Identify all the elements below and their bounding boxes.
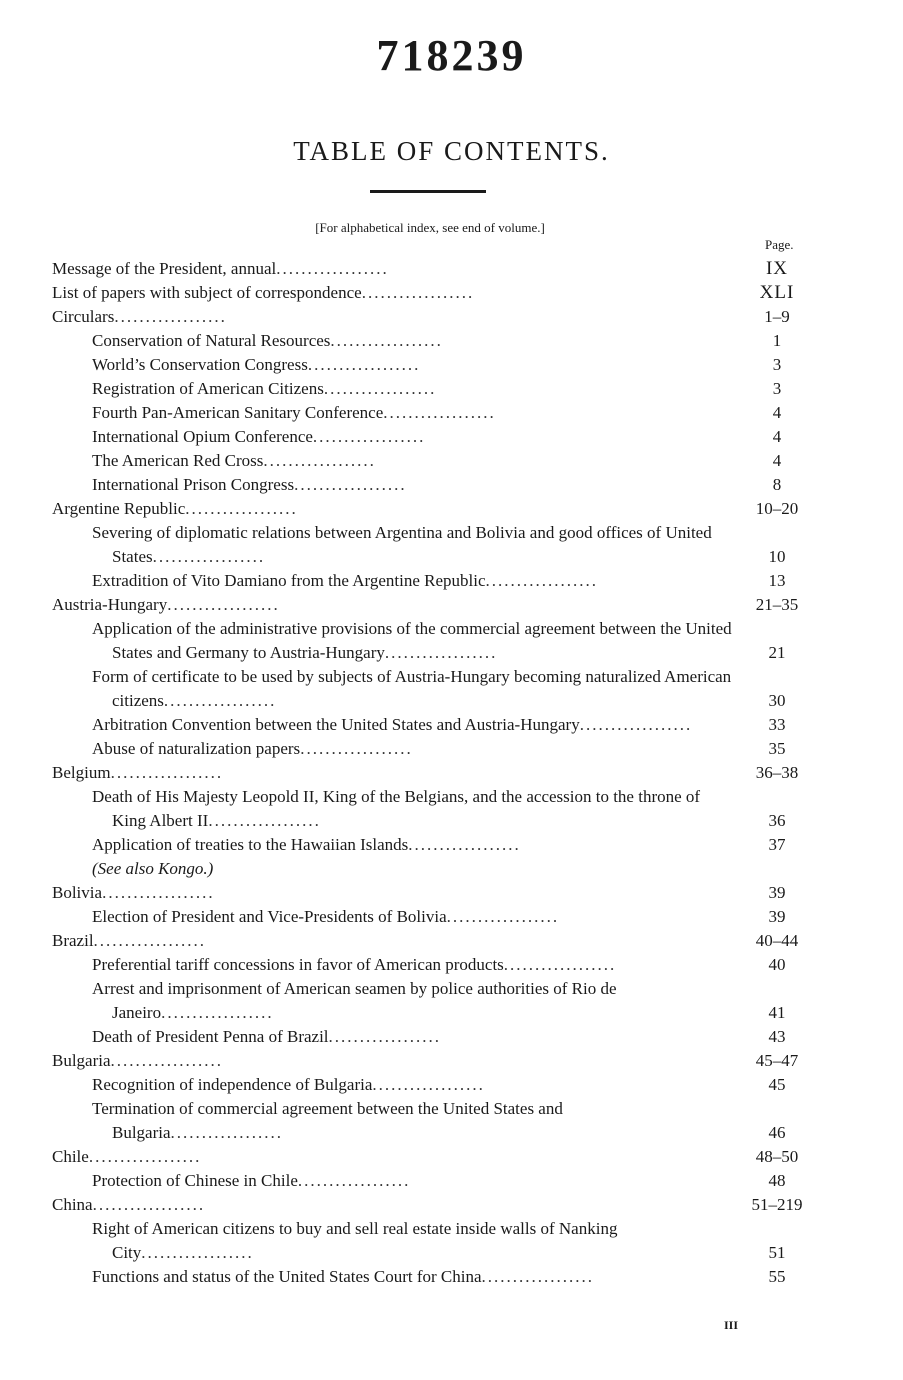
leader-dots: .................. — [330, 331, 443, 350]
toc-entry-title: China.................. — [52, 1195, 206, 1214]
leader-dots: .................. — [323, 379, 437, 398]
toc-entry-title: Message of the President, annual.................. — [52, 259, 389, 278]
toc-entry-page: 48–50 — [755, 1147, 799, 1166]
toc-subentry — [52, 569, 814, 593]
toc-subentry — [52, 425, 814, 449]
toc-entry-title: Austria-Hungary.................. — [52, 595, 280, 614]
toc-entry-page: 35 — [768, 739, 786, 758]
toc-entry — [52, 1145, 814, 1169]
toc-entry-page: 51 — [768, 1243, 786, 1262]
page-title: TABLE OF CONTENTS. — [293, 136, 610, 166]
toc-entry-title: Form of certificate to be used by subjects of Austria-Hungary becoming naturalized American citizens.................. — [92, 667, 732, 710]
leader-dots: .................. — [114, 307, 227, 326]
toc-entry-page: 4 — [772, 403, 782, 422]
toc-subentry — [52, 1025, 814, 1049]
leader-dots: .................. — [383, 403, 496, 422]
toc-entry-title: Registration of American Citizens.................. — [92, 379, 437, 398]
toc-subentry — [52, 353, 814, 377]
page-column-header: Page. — [765, 237, 794, 252]
leader-dots: .................. — [167, 595, 280, 614]
toc-entry-title: Recognition of independence of Bulgaria.................. — [92, 1075, 485, 1094]
toc-entry-title: Protection of Chinese in Chile.................. — [92, 1171, 411, 1190]
toc-entry-page: 51–219 — [751, 1195, 803, 1214]
toc-subentry — [52, 977, 814, 1025]
toc-entry-page: 45 — [768, 1075, 786, 1094]
leader-dots: .................. — [88, 1147, 202, 1166]
toc-entry-title: Bolivia.................. — [52, 883, 215, 902]
toc-entry-page: 36–38 — [755, 763, 799, 782]
leader-dots: .................. — [102, 883, 215, 902]
toc-entry — [52, 281, 814, 305]
toc-entry-title: Election of President and Vice-Presidents of Bolivia.................. — [92, 907, 560, 926]
toc-entry-page: 4 — [772, 427, 782, 446]
toc-entry-page: 1–9 — [764, 307, 790, 326]
toc-entry-title: Circulars.................. — [52, 307, 227, 326]
toc-subentry — [52, 473, 814, 497]
leader-dots: .................. — [361, 283, 475, 302]
toc-entry-title: Argentine Republic.................. — [52, 499, 298, 518]
toc-entry-title: Severing of diplomatic relations between Argentina and Bolivia and good offices of United States.................. — [92, 523, 712, 566]
toc-entry-page: 1 — [772, 331, 782, 350]
toc-entry — [52, 1049, 814, 1073]
table-of-contents — [52, 257, 814, 1289]
leader-dots: .................. — [208, 811, 321, 830]
toc-subentry — [52, 665, 814, 713]
toc-entry-title: Functions and status of the United States Court for China.................. — [92, 1267, 595, 1286]
toc-entry-page: 55 — [768, 1267, 786, 1286]
leader-dots: .................. — [141, 1243, 254, 1262]
toc-entry-page: 8 — [772, 475, 782, 494]
toc-entry-page: 41 — [768, 1003, 786, 1022]
toc-entry-page: 46 — [768, 1123, 786, 1142]
toc-entry-page: 37 — [768, 835, 786, 854]
toc-entry — [52, 1193, 814, 1217]
toc-entry-title: Death of His Majesty Leopold II, King of the Belgians, and the accession to the throne of King Albert II.................. — [92, 787, 701, 830]
toc-entry-title: Arrest and imprisonment of American seamen by police authorities of Rio de Janeiro.................. — [92, 979, 617, 1022]
leader-dots: .................. — [161, 1003, 274, 1022]
toc-entry-title: The American Red Cross.................. — [92, 451, 376, 470]
toc-entry-page: 36 — [768, 811, 786, 830]
leader-dots: .................. — [481, 1267, 595, 1286]
toc-entry-title: (See also Kongo.) — [92, 859, 214, 878]
toc-entry-page: 39 — [768, 907, 786, 926]
toc-entry-title: Right of American citizens to buy and sell real estate inside walls of Nanking City.................. — [92, 1219, 618, 1262]
leader-dots: .................. — [110, 763, 224, 782]
toc-subentry — [52, 1169, 814, 1193]
leader-dots: .................. — [276, 259, 389, 278]
toc-entry-title: Termination of commercial agreement between the United States and Bulgaria.................. — [92, 1099, 563, 1142]
leader-dots: .................. — [579, 715, 693, 734]
toc-entry-title: List of papers with subject of correspondence.................. — [52, 283, 475, 302]
toc-entry — [52, 497, 814, 521]
toc-entry-title: Extradition of Vito Damiano from the Argentine Republic.................. — [92, 571, 599, 590]
leader-dots: .................. — [93, 931, 207, 950]
toc-subentry — [52, 1217, 814, 1265]
toc-entry-title: International Prison Congress.................. — [92, 475, 407, 494]
leader-dots: .................. — [170, 1123, 284, 1142]
footer-page-number: III — [724, 1318, 739, 1332]
toc-entry — [52, 305, 814, 329]
toc-entry-title: Abuse of naturalization papers.................. — [92, 739, 413, 758]
toc-subentry — [52, 833, 814, 857]
toc-entry — [52, 593, 814, 617]
toc-subentry — [52, 377, 814, 401]
toc-entry-page: 13 — [768, 571, 786, 590]
toc-entry-title: Chile.................. — [52, 1147, 202, 1166]
toc-subentry — [52, 1265, 814, 1289]
toc-entry-title: International Opium Conference.................. — [92, 427, 426, 446]
toc-entry — [52, 761, 814, 785]
index-note: [For alphabetical index, see end of volume.] — [315, 220, 545, 235]
toc-entry-page: 10–20 — [755, 499, 799, 518]
toc-entry-page: 3 — [772, 379, 782, 398]
toc-entry-page: 40 — [768, 955, 786, 974]
leader-dots: .................. — [312, 427, 426, 446]
toc-entry-title: Arbitration Convention between the United States and Austria-Hungary.................. — [92, 715, 693, 734]
toc-entry-title: Conservation of Natural Resources.................. — [92, 331, 443, 350]
leader-dots: .................. — [408, 835, 521, 854]
leader-dots: .................. — [503, 955, 617, 974]
toc-subentry — [52, 857, 814, 881]
title-rule — [370, 190, 486, 193]
leader-dots: .................. — [110, 1051, 224, 1070]
toc-subentry — [52, 449, 814, 473]
toc-entry-page: 48 — [768, 1171, 786, 1190]
leader-dots: .................. — [300, 739, 413, 758]
toc-entry-title: Brazil.................. — [52, 931, 207, 950]
toc-subentry — [52, 401, 814, 425]
toc-entry-title: Application of the administrative provisions of the commercial agreement between the United States and Germany to Austria-Hungary.................. — [92, 619, 732, 662]
toc-entry-page: IX — [765, 258, 789, 279]
leader-dots: .................. — [297, 1171, 411, 1190]
toc-entry — [52, 881, 814, 905]
leader-dots: .................. — [152, 547, 266, 566]
toc-subentry — [52, 785, 814, 833]
toc-entry-page: 30 — [768, 691, 786, 710]
toc-entry-page: 4 — [772, 451, 782, 470]
toc-entry-page: 3 — [772, 355, 782, 374]
toc-entry — [52, 257, 814, 281]
toc-entry-title: Bulgaria.................. — [52, 1051, 224, 1070]
toc-subentry — [52, 737, 814, 761]
toc-entry-page: 10 — [768, 547, 786, 566]
leader-dots: .................. — [263, 451, 376, 470]
toc-entry — [52, 929, 814, 953]
leader-dots: .................. — [372, 1075, 485, 1094]
toc-entry-title: Preferential tariff concessions in favor of American products.................. — [92, 955, 617, 974]
toc-subentry — [52, 521, 814, 569]
leader-dots: .................. — [328, 1027, 442, 1046]
leader-dots: .................. — [294, 475, 407, 494]
toc-entry-title: Fourth Pan-American Sanitary Conference.................. — [92, 403, 496, 422]
toc-entry-title: Application of treaties to the Hawaiian Islands.................. — [92, 835, 521, 854]
toc-subentry — [52, 713, 814, 737]
toc-entry-page: 21–35 — [755, 595, 799, 614]
toc-subentry — [52, 905, 814, 929]
toc-subentry — [52, 1073, 814, 1097]
toc-entry-page: 40–44 — [755, 931, 799, 950]
leader-dots: .................. — [92, 1195, 206, 1214]
toc-entry-page: 43 — [768, 1027, 786, 1046]
document-number: 718239 — [376, 31, 527, 80]
leader-dots: .................. — [185, 499, 298, 518]
toc-entry-title: Belgium.................. — [52, 763, 224, 782]
toc-entry-page: 39 — [768, 883, 786, 902]
leader-dots: .................. — [163, 691, 277, 710]
toc-entry-title: Death of President Penna of Brazil.................. — [92, 1027, 442, 1046]
toc-subentry — [52, 617, 814, 665]
toc-entry-page: 33 — [768, 715, 786, 734]
toc-subentry — [52, 1097, 814, 1145]
toc-entry-page: XLI — [759, 282, 795, 303]
toc-entry-page: 45–47 — [755, 1051, 799, 1070]
toc-subentry — [52, 953, 814, 977]
leader-dots: .................. — [307, 355, 421, 374]
toc-subentry — [52, 329, 814, 353]
toc-entry-page: 21 — [768, 643, 786, 662]
leader-dots: .................. — [446, 907, 560, 926]
leader-dots: .................. — [384, 643, 498, 662]
leader-dots: .................. — [485, 571, 599, 590]
toc-entry-title: World’s Conservation Congress.................. — [92, 355, 421, 374]
